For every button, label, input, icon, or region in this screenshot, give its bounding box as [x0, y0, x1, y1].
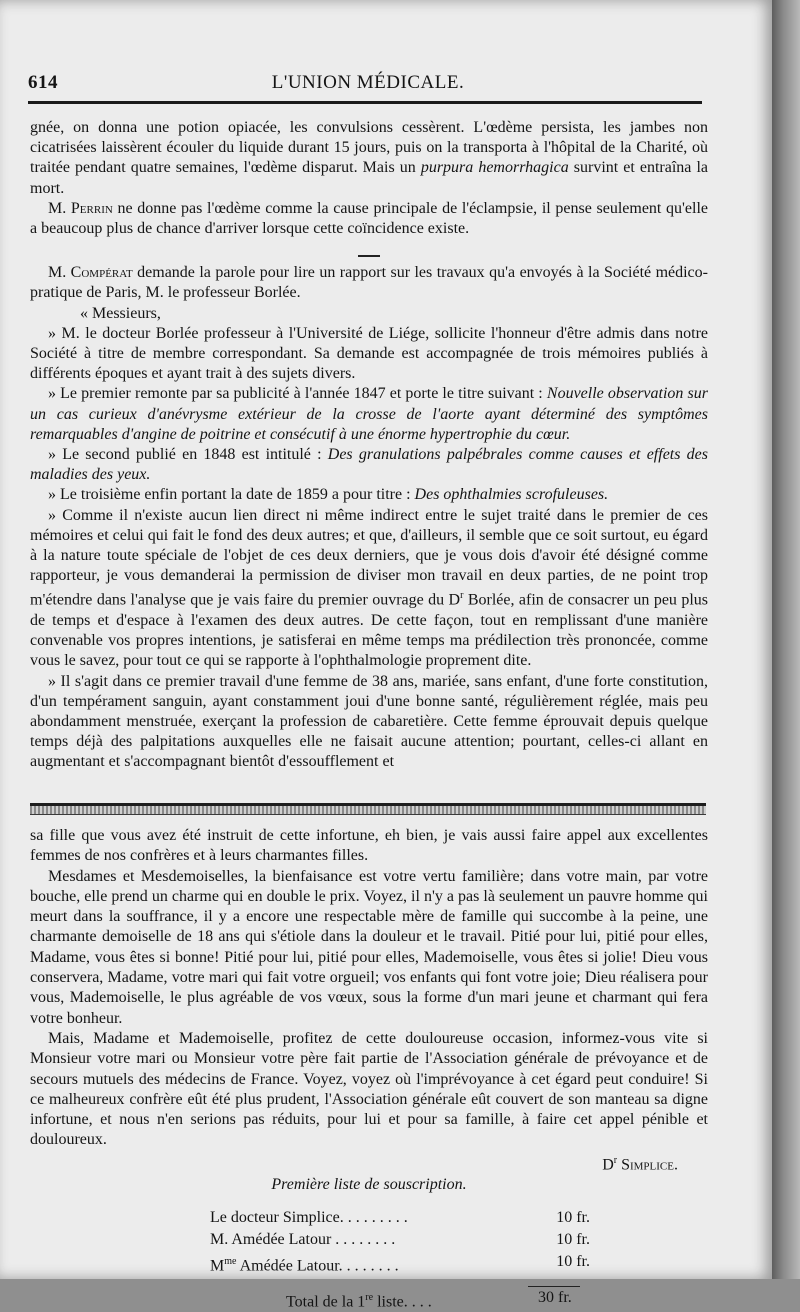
paragraph: M. Compérat demande la parole pour lire un rapport sur les travaux qu'a envoyés à la Société médico-pratique de Paris, M. le professeur Borlée. [30, 264, 708, 302]
paragraph: » Comme il n'existe aucun lien direct ni même indirect entre le sujet traité dans le premier de ces mémoires et celui qui fait le fond des deux autres; et que, d'ailleurs, il semble que ce soit surtout, eu égard à la nature toute spéciale de l'objet de ces deux derniers, que je vous dois d'avoir été désigné comme rapporteur, je vous demanderai la permission de diviser mon travail en deux parties, de ne point trop m'étendre dans l'analyse que je vais faire du premier ouvrage du $D^r$ Borlée, afin de consacrer un peu plus de temps et d'espace à l'examen des deux autres. De cette façon, tout en remplissant d'une manière convenable vos propres intentions, je satisferai en même temps ma prédilection très prononcée, comme vous le savez, pour tout ce qui se rapporte à l'ophthalmologie proprement dite. [30, 506, 709, 670]
feuilleton-separator [30, 803, 706, 815]
donor-amount: 10 fr. [556, 1208, 590, 1226]
paragraph: » Le second publié en 1848 est intitulé : Des granulations palpébrales comme causes et effets des maladies des yeux. [30, 446, 709, 484]
paragraph: M. Perrin ne donne pas l'œdème comme la cause principale de l'éclampsie, il pense seulement qu'elle a beaucoup plus de chance d'arriver lorsque cette coïncidence existe. [30, 199, 709, 238]
list-item [210, 1208, 590, 1229]
page-edge [772, 0, 800, 1279]
paragraph: » M. le docteur Borlée professeur à l'Université de Liége, sollicite l'honneur d'être admis dans notre Société à titre de membre correspondant. Sa demande est accompagnée de trois mémoires publiés à différents époques et ayant trait à des sujets divers. [30, 324, 708, 383]
total-label: Total de la 1re liste. . . . [286, 1291, 432, 1310]
signature: $D^r$ Simplice. [602, 1154, 678, 1174]
paragraph: Mais, Madame et Mademoiselle, profitez de cette douloureuse occasion, informez-vous vite si Monsieur votre mari ou Monsieur votre père fait partie de l'Association générale de prévoyance et de secours mutuels des médecins de France. Voyez, voyez où l'imprévoyance à cet égard peut conduire! Si ce malheureux confrère eût été plus prudent, l'Association générale eût couvert de son manteau sa digne infortune, et nous n'en serions pas réduits, pour lui et pour sa famille, à faire cet appel pénible et douloureux. [30, 1029, 708, 1149]
paragraph: » Le troisième enfin portant la date de 1859 a pour titre : Des ophthalmies scrofuleuses. [48, 486, 609, 504]
subscription-list [30, 1200, 708, 1288]
page-header [28, 72, 708, 100]
paragraph: » Le premier remonte par sa publicité à l'année 1847 et porte le titre suivant : Nouvelle observation sur un cas curieux d'anévrysme extérieur de la crosse de l'aorte ayant déterminé des symptômes remarquables d'angine de poitrine et consécutif à une énorme hypertrophie du cœur. [30, 385, 709, 443]
donor-name: Le docteur Simplice. . . . . . . . . [210, 1208, 408, 1226]
paragraph: Mesdames et Mesdemoiselles, la bienfaisance est votre vertu familière; dans votre main, par votre bouche, elle prend un charme qui en double le prix. Voyez, il n'y a pas là seulement un pauvre homme qui meurt dans la souffrance, il y a encore une respectable mère de famille qui succombe à la peine, une charmante demoiselle de 18 ans qui s'étiole dans la douleur et le travail. Pitié pour lui, pitié pour elles, Madame, vous êtes si bonne! Pitié pour lui, pitié pour elles, Mademoiselle, vous êtes si jolie! Dieu vous conservera, Madame, votre mari qui fait votre orgueil; vos enfants qui font votre joie; Dieu réalisera pour vous, Mademoiselle, le plus agréable de vos vœux, sous la forme d'un mari jeune et charmant qui fera votre bonheur. [30, 867, 708, 1027]
list-item [210, 1252, 590, 1273]
paragraph: sa fille que vous avez été instruit de cette infortune, eh bien, je vais aussi faire appel aux excellentes femmes de nos confrères et à leurs charmantes filles. [30, 827, 708, 865]
paragraph: » Il s'agit dans ce premier travail d'une femme de 38 ans, mariée, sans enfant, d'une forte constitution, d'un tempérament sanguin, ayant constamment joui d'une bonne santé, régulièrement réglée, mais peu abondamment menstruée, exerçant la profession de cabaretière. Cette femme éprouvait depuis quelque temps déjà des palpitations auxquelles elle ne faisait aucune attention; pourtant, celles-ci allant en augmentant et s'accompagnant bientôt d'essoufflement et [30, 672, 708, 771]
paragraph: gnée, on donna une potion opiacée, les convulsions cessèrent. L'œdème persista, les jambes non cicatrisées laissèrent écouler du liquide durant 15 jours, puis on la transporta à l'hôpital de la Charité, où traitée pendant quatre semaines, l'œdème disparut. Mais un purpura hemorrhagica survint et entraîna la mort. [30, 119, 709, 197]
list-item [210, 1230, 590, 1251]
speaker-name: M. Perrin [48, 199, 113, 217]
lower-article [30, 826, 708, 1312]
speaker-name: M. Compérat [48, 264, 133, 282]
donor-name: $M^{me}$ Amédée Latour. . . . . . . . [210, 1255, 399, 1274]
upper-article [30, 118, 708, 773]
header-rule [28, 101, 702, 104]
running-title: L'UNION MÉDICALE. [271, 72, 465, 93]
section-dash [30, 245, 708, 259]
donor-amount: 10 fr. [556, 1230, 590, 1248]
total-amount: 30 fr. [538, 1288, 572, 1306]
donor-amount: 10 fr. [556, 1252, 590, 1270]
page-number: 614 [28, 72, 58, 93]
total-rule [528, 1286, 580, 1287]
subscription-total [30, 1288, 708, 1312]
salutation: « Messieurs, [80, 304, 161, 322]
subscription-title: Première liste de souscription. [271, 1176, 467, 1194]
donor-name: M. Amédée Latour . . . . . . . . [210, 1230, 396, 1248]
